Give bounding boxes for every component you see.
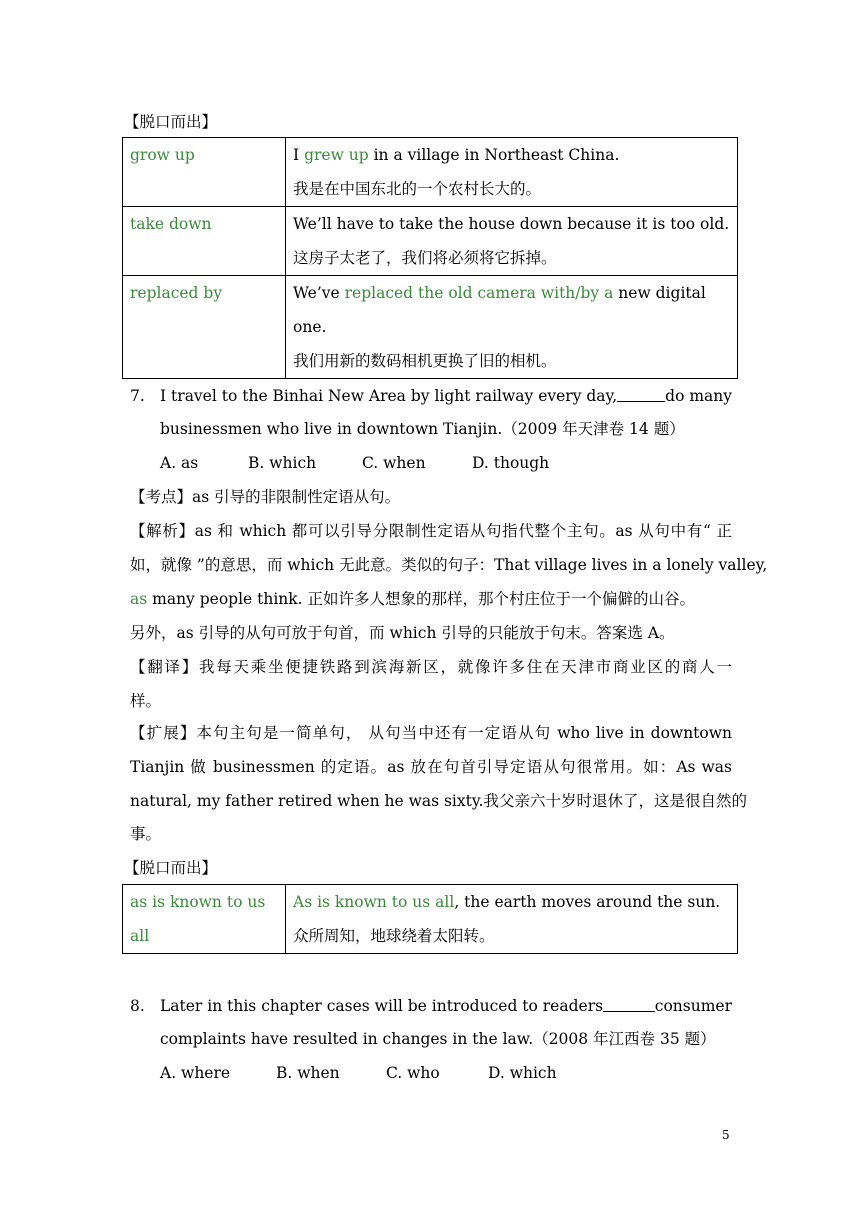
kuozhan-line: 事。 bbox=[130, 825, 162, 843]
question-stem-line2: businessmen who live in downtown Tianjin.（2009 年天津卷 14 题） bbox=[160, 420, 685, 438]
option-a: A. where bbox=[160, 1064, 231, 1082]
fanyi-line: 样。 bbox=[130, 692, 162, 710]
option-c: C. when bbox=[362, 454, 426, 472]
question-number: 7. bbox=[130, 387, 145, 405]
section-heading: 【脱口而出】 bbox=[124, 859, 218, 877]
table-row bbox=[123, 276, 738, 379]
option-c: C. who bbox=[386, 1064, 440, 1082]
phrase-table bbox=[122, 884, 738, 954]
phrase-cell: as is known to us all bbox=[123, 885, 286, 954]
kuozhan-line: 【扩展】本句主句是一简单句， 从句当中还有一定语从句 who live in downtown bbox=[130, 724, 732, 742]
phrase-cell: replaced by bbox=[123, 276, 286, 379]
example-cell: As is known to us all, the earth moves around the sun. 众所周知，地球绕着太阳转。 bbox=[286, 885, 738, 954]
jiexi-line: 另外，as 引导的从句可放于句首，而 which 引导的只能放于句末。答案选 A。 bbox=[130, 624, 675, 642]
table-row bbox=[123, 138, 738, 207]
jiexi-line: 【解析】as 和 which 都可以引导分限制性定语从句指代整个主句。as 从句中有“ 正 bbox=[130, 522, 732, 540]
question-number: 8. bbox=[130, 997, 145, 1015]
option-b: B. when bbox=[276, 1064, 340, 1082]
jiexi-line: as many people think. 正如许多人想象的那样，那个村庄位于一个偏僻的山谷。 bbox=[130, 590, 696, 608]
phrase-cell: take down bbox=[123, 207, 286, 276]
question-stem: Later in this chapter cases will be introduced to readers consumer bbox=[160, 997, 732, 1015]
kaodian-line: 【考点】as 引导的非限制性定语从句。 bbox=[130, 488, 401, 506]
option-d: D. though bbox=[472, 454, 550, 472]
table-row bbox=[123, 207, 738, 276]
jiexi-line: 如，就像 ”的意思，而 which 无此意。类似的句子：That village lives in a lonely valley, bbox=[130, 556, 768, 574]
page-number: 5 bbox=[722, 1128, 730, 1142]
table-row bbox=[123, 885, 738, 954]
example-cell: We’ve replaced the old camera with/by a new digital one. 我们用新的数码相机更换了旧的相机。 bbox=[286, 276, 738, 379]
question-stem: I travel to the Binhai New Area by light railway every day, do many bbox=[160, 387, 732, 405]
kuozhan-line: natural, my father retired when he was sixty.我父亲六十岁时退休了，这是很自然的 bbox=[130, 792, 747, 810]
answer-blank bbox=[617, 385, 665, 402]
option-d: D. which bbox=[488, 1064, 557, 1082]
phrase-table bbox=[122, 137, 738, 379]
question-stem-line2: complaints have resulted in changes in the law.（2008 年江西卷 35 题） bbox=[160, 1030, 716, 1048]
section-heading: 【脱口而出】 bbox=[124, 113, 218, 131]
answer-blank bbox=[603, 995, 655, 1012]
option-a: A. as bbox=[160, 454, 199, 472]
example-cell: We’ll have to take the house down because it is too old. 这房子太老了，我们将必须将它拆掉。 bbox=[286, 207, 738, 276]
phrase-cell: grow up bbox=[123, 138, 286, 207]
example-cell: I grew up in a village in Northeast China. 我是在中国东北的一个农村长大的。 bbox=[286, 138, 738, 207]
option-b: B. which bbox=[248, 454, 317, 472]
kuozhan-line: Tianjin 做 businessmen 的定语。as 放在句首引导定语从句很常用。如：As was bbox=[130, 758, 732, 776]
fanyi-line: 【翻译】我每天乘坐便捷铁路到滨海新区，就像许多住在天津市商业区的商人一 bbox=[130, 658, 732, 676]
